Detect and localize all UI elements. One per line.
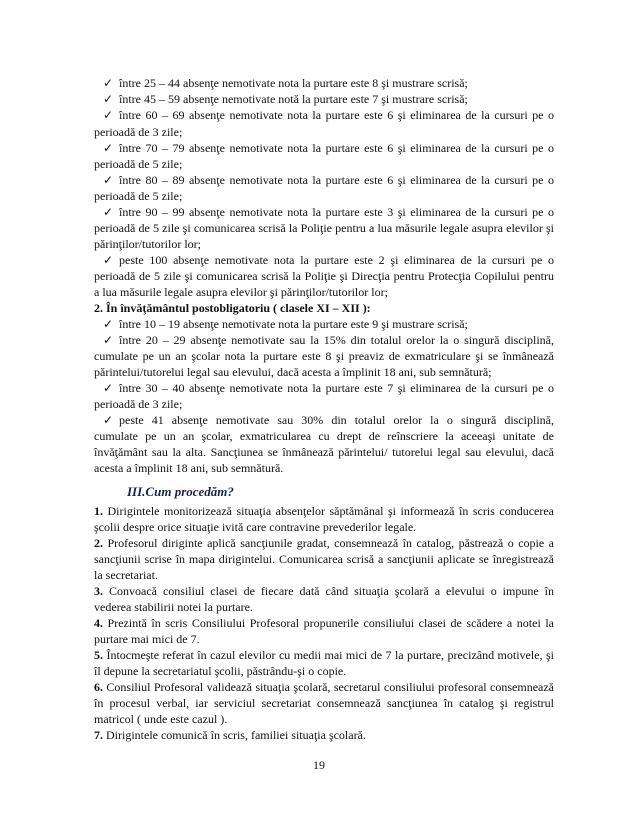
section-heading-procedure: III.Cum procedăm?: [127, 484, 234, 499]
procedure-continuation: vederea stabilirii notei la purtare.: [94, 600, 253, 614]
list-item: între 30 – 40 absenţe nemotivate nota la purtare este 7 şi eliminarea de la cursuri pe o: [119, 381, 554, 395]
list-item-continuation: perioadă de 3 zile;: [94, 397, 183, 411]
item-text: Prezintă în scris Consiliului Profesoral propunerile consiliului clasei de scădere a notei la: [103, 616, 554, 630]
check-icon: ✓: [103, 253, 114, 267]
procedure-item: [94, 537, 554, 550]
page-number: 19: [313, 758, 325, 772]
section-heading: 2. În învăţământul postobligatoriu ( clasele XI – XII ):: [94, 301, 371, 315]
list-item-continuation: perioadă de 5 zile;: [94, 189, 183, 203]
item-number: 3.: [94, 584, 103, 598]
procedure-continuation: la secretariat.: [94, 568, 158, 582]
check-icon: ✓: [103, 76, 114, 90]
procedure-item: [94, 617, 554, 630]
check-icon: ✓: [103, 205, 114, 219]
item-number: 1.: [94, 504, 103, 518]
list-item-continuation: a lua măsurile legale asupra elevilor şi părinţilor/tutorilor lor;: [94, 285, 388, 299]
check-icon: ✓: [103, 333, 114, 347]
list-item: peste 100 absenţe nemotivate nota la purtare este 2 şi eliminarea de la cursuri pe o: [119, 253, 554, 267]
list-item-continuation: părintelui/tutorelui legal sau elevului, dacă acesta a împlinit 18 ani, sub semnătură;: [94, 365, 492, 379]
check-icon: ✓: [103, 381, 114, 395]
procedure-continuation: sancţiunii scrise în mapa dirigintelui. Comunicarea scrisă a sancţiunii aplicate se înregistrează: [94, 552, 554, 566]
procedure-item: [94, 585, 554, 598]
procedure-item: [94, 729, 554, 742]
list-item-continuation: perioadă de 3 zile;: [94, 125, 183, 139]
list-item: peste 41 absenţe nemotivate sau 30% din totalul orelor la o singură disciplină,: [119, 413, 554, 427]
item-number: 6.: [94, 680, 103, 694]
list-item-continuation: învăţământ sau la alta. Sancţiunea se înmânează părintelui/ tutorelui legal sau elevului, dacă: [94, 445, 554, 459]
item-number: 7.: [94, 728, 103, 742]
check-icon: ✓: [103, 173, 114, 187]
list-item-continuation: perioadă de 5 zile şi comunicarea scrisă la Poliţie pentru a lua măsurile legale asupra elevilor şi: [94, 221, 554, 235]
check-icon: ✓: [103, 92, 114, 106]
list-item: între 90 – 99 absenţe nemotivate nota la purtare este 3 şi eliminarea de la cursuri pe o: [119, 205, 554, 219]
list-item: între 25 – 44 absenţe nemotivate nota la purtare este 8 şi mustrare scrisă;: [119, 76, 468, 90]
check-icon: ✓: [103, 141, 114, 155]
item-number: 5.: [94, 648, 103, 662]
procedure-continuation: îl depune la secretariatul şcolii, păstrându-şi o copie.: [94, 664, 347, 678]
list-item-continuation: părinţilor/tutorilor lor;: [94, 237, 201, 251]
item-text: Convoacă consiliul clasei de fiecare dată când situaţia şcolară a elevului o impune în: [103, 584, 554, 598]
list-item-continuation: cumulate pe un an şcolar nota la purtare este 8 şi preaviz de exmatriculare şi se înmânează: [94, 349, 554, 363]
check-icon: ✓: [103, 108, 114, 122]
procedure-item: [94, 649, 554, 662]
list-item: între 70 – 79 absenţe nemotivate nota la purtare este 6 şi eliminarea de la cursuri pe o: [119, 141, 554, 155]
procedure-continuation: purtare mai mici de 7.: [94, 632, 200, 646]
item-text: Profesorul diriginte aplică sancţiunile gradat, consemnează în catalog, păstrează o copie a: [103, 536, 554, 550]
check-icon: ✓: [103, 413, 114, 427]
item-text: Întocmeşte referat în cazul elevilor cu medii mai mici de 7 la purtare, precizând motivele, şi: [103, 648, 554, 662]
list-item: între 10 – 19 absenţe nemotivate nota la purtare este 9 şi mustrare scrisă;: [119, 317, 468, 331]
item-text: Dirigintele monitorizează situaţia absenţelor săptămânal şi informează în scris conducerea: [103, 504, 554, 518]
procedure-continuation: şcolii despre orice situaţie ivită care contravine prevederilor legale.: [94, 520, 417, 534]
list-item-continuation: perioadă de 5 zile şi comunicarea scrisă la Poliţie şi Direcţia pentru Protecţia Copilului pentru: [94, 269, 554, 283]
item-number: 2.: [94, 536, 103, 550]
list-item: între 45 – 59 absenţe nemotivate notă la purtare este 7 şi mustrare scrisă;: [119, 92, 468, 106]
list-item-continuation: perioadă de 5 zile;: [94, 157, 183, 171]
list-item: între 80 – 89 absenţe nemotivate nota la purtare este 6 şi eliminarea de la cursuri pe o: [119, 173, 554, 187]
list-item: între 60 – 69 absenţe nemotivate nota la purtare este 6 şi eliminarea de la cursuri pe o: [119, 108, 554, 122]
list-item: între 20 – 29 absenţe nemotivate sau la 15% din totalul orelor la o singură disciplină,: [119, 333, 554, 347]
procedure-continuation: matricol ( unde este cazul ).: [94, 712, 228, 726]
list-item-continuation: acesta a împlinit 18 ani, sub semnătură.: [94, 461, 284, 475]
list-item-continuation: cumulate pe un an şcolar, exmatricularea cu drept de reînscriere la aceeaşi unitate de: [94, 429, 554, 443]
item-text: Consiliul Profesoral validează situaţia şcolară, secretarul consiliului profesoral consemnează: [103, 680, 554, 694]
item-number: 4.: [94, 616, 103, 630]
item-text: Dirigintele comunică în scris, familiei situaţia şcolară.: [103, 728, 366, 742]
procedure-item: [94, 681, 554, 694]
procedure-item: [94, 505, 554, 518]
check-icon: ✓: [103, 317, 114, 331]
procedure-continuation: în procesul verbal, iar serviciul secretariat consemnează sancţiunea în catalog şi registrul: [94, 696, 554, 710]
